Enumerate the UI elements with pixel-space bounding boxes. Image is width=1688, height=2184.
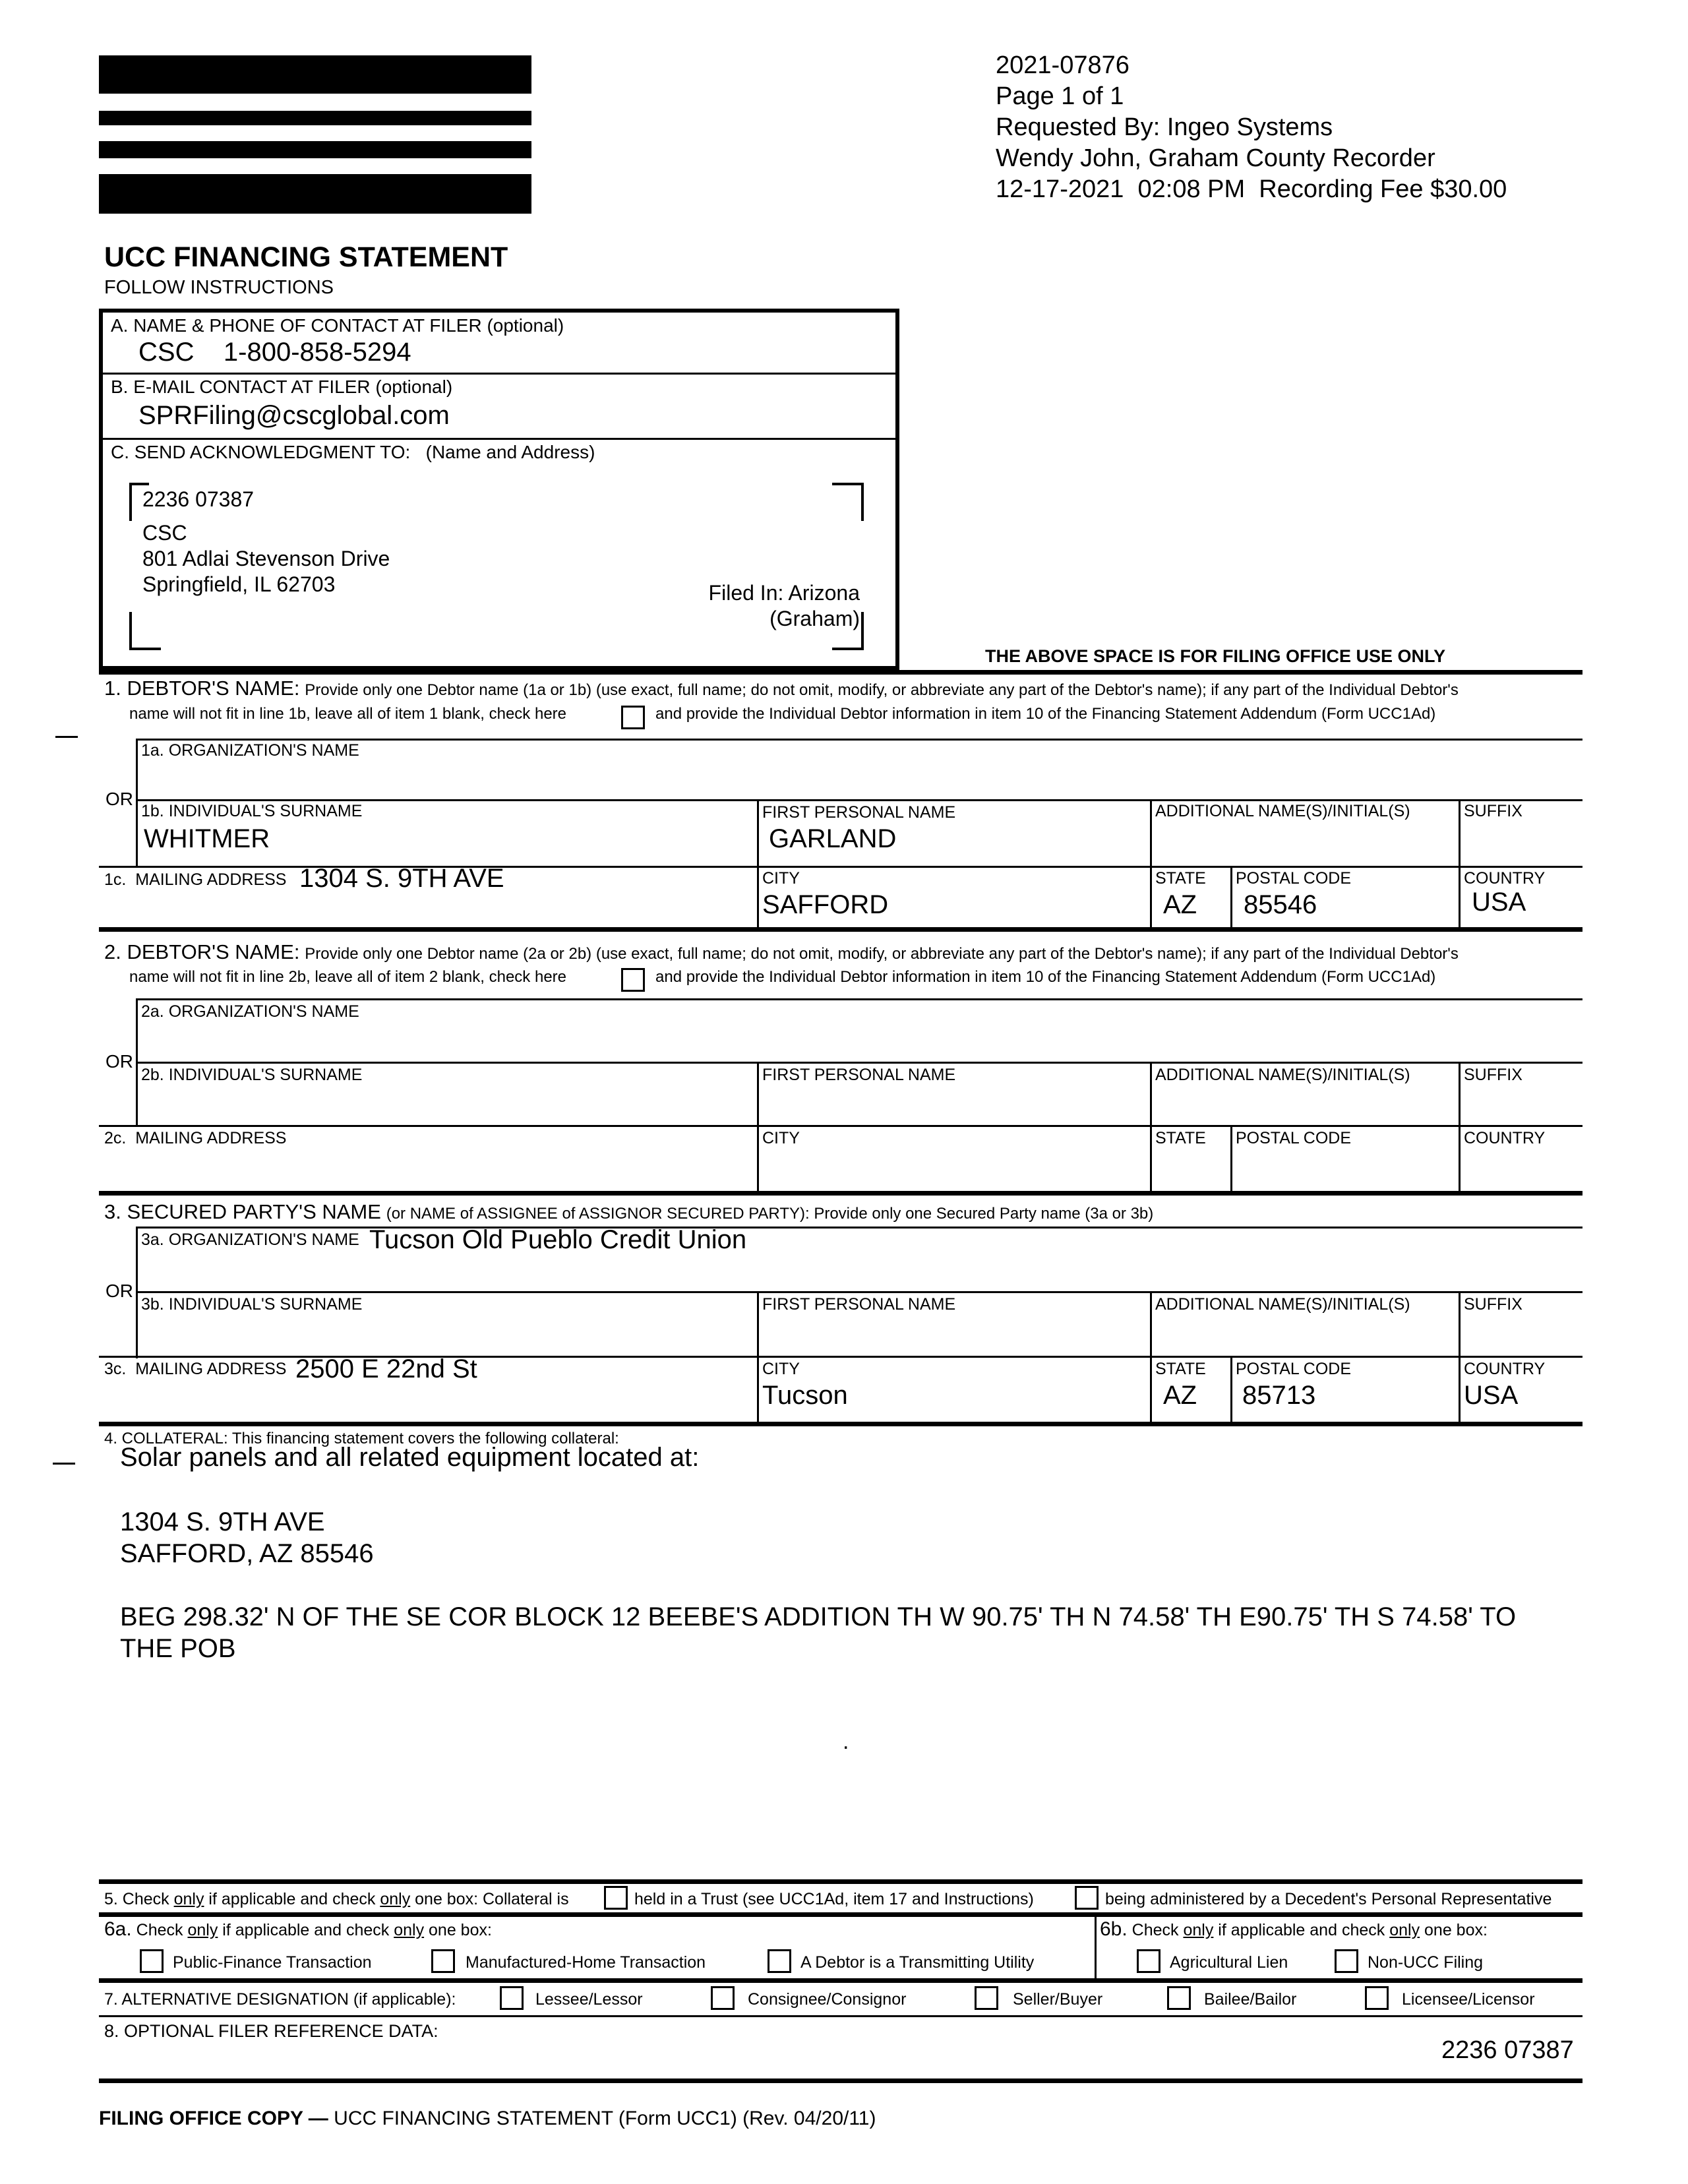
d1-row3-div3 — [1230, 866, 1232, 928]
item6b-non-ucc-label: Non-UCC Filing — [1368, 1953, 1484, 1972]
filer-a-label: A. NAME & PHONE OF CONTACT AT FILER (optional) — [111, 315, 564, 336]
s3-row1-top — [136, 1227, 1582, 1228]
section2-top-rule — [99, 927, 1582, 932]
secured-postal[interactable]: 85713 — [1242, 1381, 1316, 1410]
item6a-label: 6a. Check only if applicable and check only one box: — [104, 1918, 492, 1940]
secured-mailing[interactable]: 2500 E 22nd St — [295, 1354, 477, 1383]
debtor1-mailing-label: 1c. MAILING ADDRESS — [104, 870, 287, 889]
s3-row3-div2 — [1150, 1356, 1152, 1424]
item5-decedent-label: being administered by a Decedent's Personal Representative — [1105, 1890, 1552, 1908]
collateral-line-4[interactable]: BEG 298.32' N OF THE SE COR BLOCK 12 BEEBE'S ADDITION TH W 90.75' TH N 74.58' TH E90.75' TH S 74.58' TO — [120, 1602, 1517, 1631]
debtor2-country-label: COUNTRY — [1464, 1129, 1546, 1147]
debtor2-individual-checkbox[interactable] — [621, 968, 645, 992]
s3-row2-top — [136, 1291, 1582, 1293]
d2-row3-div3 — [1230, 1125, 1232, 1192]
item7-consignee-checkbox[interactable] — [711, 1986, 735, 2010]
office-use-note: THE ABOVE SPACE IS FOR FILING OFFICE USE ONLY — [985, 646, 1446, 666]
section7-top-rule — [99, 1978, 1582, 1983]
debtor1-postal-label: POSTAL CODE — [1236, 869, 1352, 888]
filer-b-label: B. E-MAIL CONTACT AT FILER (optional) — [111, 377, 453, 397]
redaction-bar-4 — [99, 174, 531, 214]
d2-row3-div4 — [1459, 1125, 1461, 1192]
secured-state[interactable]: AZ — [1163, 1381, 1197, 1410]
secured-postal-label: POSTAL CODE — [1236, 1360, 1352, 1378]
item6a-transmitting-utility-label: A Debtor is a Transmitting Utility — [800, 1953, 1035, 1972]
filed-in-county: (Graham) — [769, 607, 860, 630]
recording-page: Page 1 of 1 — [996, 82, 1124, 110]
d2-row3-div2 — [1150, 1125, 1152, 1192]
debtor1-first[interactable]: GARLAND — [769, 824, 897, 853]
debtor2-heading-text: Provide only one Debtor name (2a or 2b) (use exact, full name; do not omit, modify, or abbreviate any part of the Debtor's name); if any part of the Individual Debtor's — [305, 945, 1459, 963]
recording-header — [996, 50, 1507, 205]
debtor2-city-label: CITY — [762, 1129, 800, 1147]
item6a-manufactured-home-checkbox[interactable] — [431, 1949, 455, 1973]
section8-top-rule — [99, 2015, 1582, 2017]
item6b-agricultural-lien-checkbox[interactable] — [1137, 1949, 1160, 1973]
d1-row2-div1 — [757, 799, 759, 868]
debtor1-additional-label: ADDITIONAL NAME(S)/INITIAL(S) — [1155, 802, 1410, 820]
item6b-label: 6b. Check only if applicable and check only one box: — [1100, 1918, 1488, 1940]
debtor1-postal[interactable]: 85546 — [1244, 890, 1317, 919]
item7-bailee-checkbox[interactable] — [1167, 1986, 1191, 2010]
debtor2-suffix-label: SUFFIX — [1464, 1066, 1522, 1084]
s3-row2-div2 — [1150, 1291, 1152, 1357]
section3-top-rule — [99, 1191, 1582, 1196]
redaction-bar-2 — [99, 111, 531, 125]
item7-licensee-label: Licensee/Licensor — [1402, 1990, 1535, 2009]
section4-top-rule — [99, 1422, 1582, 1426]
debtor2-or: OR — [106, 1051, 133, 1072]
item6a-public-finance-label: Public-Finance Transaction — [173, 1953, 372, 1972]
collateral-line-2[interactable]: 1304 S. 9TH AVE — [120, 1507, 325, 1536]
item5-label: 5. Check only if applicable and check only one box: Collateral is — [104, 1890, 569, 1908]
secured-heading — [104, 1201, 1153, 1225]
debtor1-mailing[interactable]: 1304 S. 9TH AVE — [299, 864, 504, 893]
debtor1-surname[interactable]: WHITMER — [144, 824, 270, 853]
filed-in — [659, 580, 860, 632]
secured-heading-num: 3. SECURED PARTY'S NAME — [104, 1200, 381, 1223]
secured-state-label: STATE — [1155, 1360, 1206, 1378]
s3-row3-div3 — [1230, 1356, 1232, 1424]
item7-lessee-checkbox[interactable] — [500, 1986, 524, 2010]
secured-country[interactable]: USA — [1464, 1381, 1519, 1410]
margin-tick-2 — [53, 1463, 75, 1465]
item6a-manufactured-home-label: Manufactured-Home Transaction — [466, 1953, 706, 1972]
secured-surname-label: 3b. INDIVIDUAL'S SURNAME — [141, 1295, 363, 1314]
s3-row2-div1 — [757, 1291, 759, 1357]
filer-c-label: C. SEND ACKNOWLEDGMENT TO: (Name and Address) — [111, 442, 595, 462]
collateral-line-3[interactable]: SAFFORD, AZ 85546 — [120, 1539, 374, 1568]
debtor2-heading-line2a: name will not fit in line 2b, leave all of item 2 blank, check here — [129, 968, 567, 986]
item7-licensee-checkbox[interactable] — [1365, 1986, 1389, 2010]
item8-value[interactable]: 2236 07387 — [1441, 2036, 1574, 2064]
recording-requested-by: Requested By: Ingeo Systems — [996, 113, 1333, 141]
collateral-heading: 4. COLLATERAL: This financing statement covers the following collateral: — [104, 1430, 619, 1447]
item5-trust-checkbox[interactable] — [604, 1886, 628, 1910]
s3-row3-div1 — [757, 1356, 759, 1424]
d1-row3-div1 — [757, 866, 759, 928]
d2-row2-div1 — [757, 1062, 759, 1126]
debtor1-heading-num: 1. DEBTOR'S NAME: — [104, 677, 300, 700]
secured-additional-label: ADDITIONAL NAME(S)/INITIAL(S) — [1155, 1295, 1410, 1314]
form-subtitle: FOLLOW INSTRUCTIONS — [104, 277, 334, 298]
secured-city[interactable]: Tucson — [762, 1381, 848, 1410]
debtor2-postal-label: POSTAL CODE — [1236, 1129, 1352, 1147]
secured-first-label: FIRST PERSONAL NAME — [762, 1295, 956, 1314]
item5-trust-label: held in a Trust (see UCC1Ad, item 17 and Instructions) — [634, 1890, 1034, 1908]
redaction-bar-1 — [99, 55, 531, 94]
collateral-line-1[interactable]: Solar panels and all related equipment located at: — [120, 1443, 700, 1472]
debtor1-country[interactable]: USA — [1472, 888, 1526, 917]
ack-corner-tr — [832, 483, 864, 521]
secured-city-label: CITY — [762, 1360, 800, 1378]
ack-line-2: CSC — [142, 521, 187, 545]
filer-divider-bc — [103, 438, 895, 440]
debtor1-org-label: 1a. ORGANIZATION'S NAME — [141, 741, 359, 760]
item6b-agricultural-lien-label: Agricultural Lien — [1170, 1953, 1288, 1972]
item5-decedent-checkbox[interactable] — [1075, 1886, 1099, 1910]
debtor1-country-label: COUNTRY — [1464, 869, 1546, 888]
section6-top-rule — [99, 1912, 1582, 1917]
d1-row3-div4 — [1459, 866, 1461, 928]
d2-row2-top — [136, 1062, 1582, 1064]
d2-row2-div2 — [1150, 1062, 1152, 1126]
debtor2-first-label: FIRST PERSONAL NAME — [762, 1066, 956, 1084]
secured-or: OR — [106, 1281, 133, 1301]
item7-consignee-label: Consignee/Consignor — [748, 1990, 907, 2009]
d2-row3-div1 — [757, 1125, 759, 1192]
d2-row2-div3 — [1459, 1062, 1461, 1126]
debtor1-surname-label: 1b. INDIVIDUAL'S SURNAME — [141, 802, 363, 820]
debtor2-heading-line2b: and provide the Individual Debtor information in item 10 of the Financing Statement Addendum (Form UCC1Ad) — [655, 968, 1436, 986]
debtor2-org-label: 2a. ORGANIZATION'S NAME — [141, 1002, 359, 1021]
item6b-non-ucc-checkbox[interactable] — [1335, 1949, 1358, 1973]
redaction-bar-3 — [99, 141, 531, 158]
item7-label: 7. ALTERNATIVE DESIGNATION (if applicable): — [104, 1990, 456, 2009]
debtor1-individual-checkbox[interactable] — [621, 706, 645, 729]
recording-datetime-fee: 12-17-2021 02:08 PM Recording Fee $30.00 — [996, 175, 1507, 203]
secured-heading-text: (or NAME of ASSIGNEE of ASSIGNOR SECURED PARTY): Provide only one Secured Party name (3a or 3b) — [386, 1205, 1154, 1223]
d1-row2-div2 — [1150, 799, 1152, 868]
collateral-line-5[interactable]: THE POB — [120, 1634, 236, 1663]
secured-country-label: COUNTRY — [1464, 1360, 1546, 1378]
debtor1-first-label: FIRST PERSONAL NAME — [762, 803, 956, 822]
debtor1-city[interactable]: SAFFORD — [762, 890, 889, 919]
item7-bailee-label: Bailee/Bailor — [1204, 1990, 1297, 2009]
item7-seller-checkbox[interactable] — [975, 1986, 998, 2010]
item8-label: 8. OPTIONAL FILER REFERENCE DATA: — [104, 2021, 438, 2041]
collateral-dot: . — [843, 1729, 849, 1754]
s3-row2-div3 — [1459, 1291, 1461, 1357]
d1-row2-top — [136, 799, 1582, 801]
d1-row1-top — [136, 739, 1582, 741]
filer-divider-ab — [103, 373, 895, 375]
ack-line-4: Springfield, IL 62703 — [142, 572, 336, 596]
debtor1-state-label: STATE — [1155, 869, 1206, 888]
debtor2-mailing-label: 2c. MAILING ADDRESS — [104, 1129, 287, 1147]
ack-corner-bl — [129, 612, 161, 650]
recording-recorder: Wendy John, Graham County Recorder — [996, 144, 1435, 172]
debtor1-heading-text: Provide only one Debtor name (1a or 1b) (use exact, full name; do not omit, modify, or abbreviate any part of the Debtor's name); if any part of the Individual Debtor's — [305, 681, 1459, 699]
section5-top-rule — [99, 1879, 1582, 1884]
d1-row2-div3 — [1459, 799, 1461, 868]
debtor2-heading-num: 2. DEBTOR'S NAME: — [104, 940, 300, 963]
debtor2-surname-label: 2b. INDIVIDUAL'S SURNAME — [141, 1066, 363, 1084]
secured-org[interactable]: Tucson Old Pueblo Credit Union — [369, 1225, 747, 1254]
debtor1-city-label: CITY — [762, 869, 800, 888]
item7-seller-label: Seller/Buyer — [1013, 1990, 1103, 2009]
ack-line-1: 2236 07387 — [142, 487, 255, 511]
item7-lessee-label: Lessee/Lessor — [535, 1990, 643, 2009]
debtor2-heading — [104, 942, 1459, 965]
d1-row3-div2 — [1150, 866, 1152, 928]
d1-row1-left — [136, 739, 138, 868]
debtor1-suffix-label: SUFFIX — [1464, 802, 1522, 820]
margin-tick-1 — [55, 736, 78, 738]
bottom-rule — [99, 2078, 1582, 2083]
debtor1-or: OR — [106, 789, 133, 809]
item6a-public-finance-checkbox[interactable] — [140, 1949, 164, 1973]
s3-row3-div4 — [1459, 1356, 1461, 1424]
form-title: UCC FINANCING STATEMENT — [104, 241, 508, 273]
debtor1-heading-line2a: name will not fit in line 1b, leave all of item 1 blank, check here — [129, 705, 567, 723]
debtor1-heading-line2b: and provide the Individual Debtor information in item 10 of the Financing Statement Addendum (Form UCC1Ad) — [655, 705, 1436, 723]
recording-number: 2021-07876 — [996, 51, 1130, 79]
debtor2-additional-label: ADDITIONAL NAME(S)/INITIAL(S) — [1155, 1066, 1410, 1084]
ack-line-3: 801 Adlai Stevenson Drive — [142, 547, 390, 570]
form-footer: FILING OFFICE COPY — UCC FINANCING STATEMENT (Form UCC1) (Rev. 04/20/11) — [99, 2108, 876, 2129]
filer-b-value[interactable]: SPRFiling@cscglobal.com — [138, 401, 450, 430]
debtor1-state[interactable]: AZ — [1163, 890, 1197, 919]
secured-mailing-label: 3c. MAILING ADDRESS — [104, 1360, 287, 1378]
filer-a-value[interactable]: CSC 1-800-858-5294 — [138, 338, 411, 367]
filed-in-state: Filed In: Arizona — [708, 581, 860, 605]
debtor2-state-label: STATE — [1155, 1129, 1206, 1147]
d2-row3-top — [99, 1125, 1582, 1127]
secured-org-label: 3a. ORGANIZATION'S NAME — [141, 1230, 359, 1249]
item6a-transmitting-utility-checkbox[interactable] — [768, 1949, 791, 1973]
section1-top-rule — [99, 670, 1582, 675]
debtor1-heading — [104, 678, 1459, 701]
item6-divider — [1095, 1916, 1097, 1980]
secured-suffix-label: SUFFIX — [1464, 1295, 1522, 1314]
d2-row1-top — [136, 998, 1582, 1000]
ack-address[interactable] — [142, 487, 390, 597]
